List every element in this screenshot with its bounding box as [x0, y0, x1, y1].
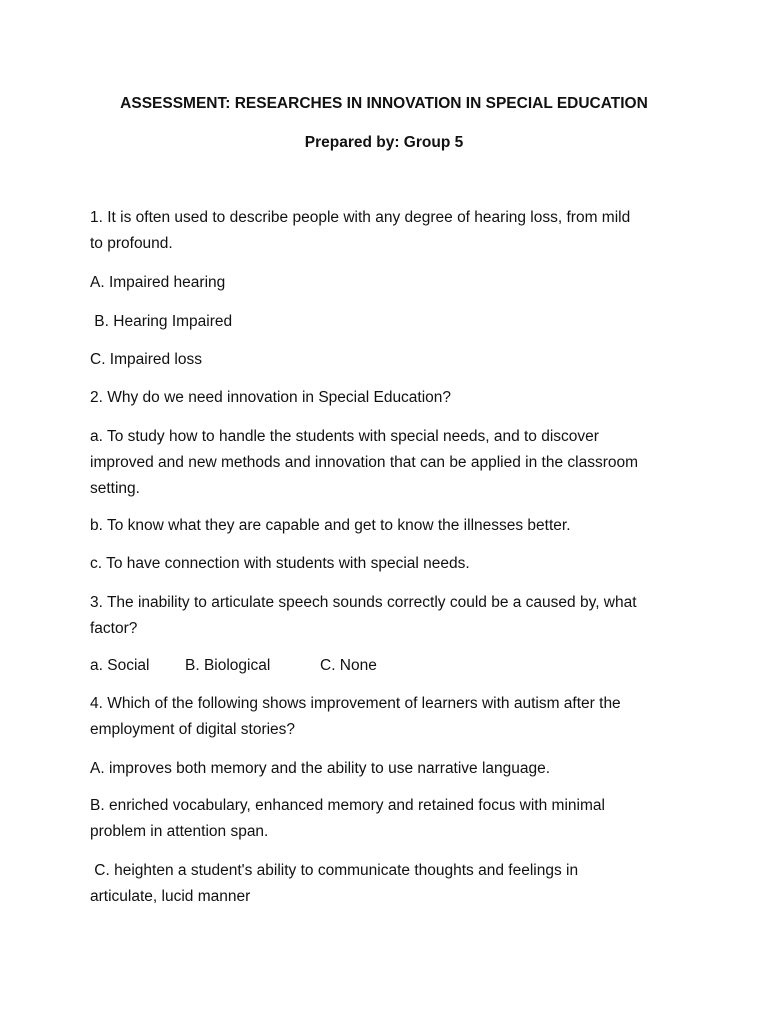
- question-3-line-1: 3. The inability to articulate speech sounds correctly could be a caused by, what: [90, 594, 637, 611]
- question-4-option-a: A. improves both memory and the ability to use narrative language.: [90, 760, 551, 777]
- question-4-option-c-line-2: articulate, lucid manner: [90, 888, 251, 905]
- question-2-option-a: [90, 424, 680, 502]
- document-title: ASSESSMENT: RESEARCHES IN INNOVATION IN SPECIAL EDUCATION: [120, 95, 648, 112]
- question-2-option-a-line-3: setting.: [90, 480, 140, 497]
- question-4-option-b-line-2: problem in attention span.: [90, 823, 269, 840]
- prepared-by: Prepared by: Group 5: [304, 134, 464, 151]
- question-4-option-b: [90, 793, 680, 845]
- question-2: 2. Why do we need innovation in Special Education?: [90, 389, 452, 406]
- question-4-option-c: [90, 858, 680, 910]
- question-3-option-c: C. None: [320, 657, 377, 674]
- question-2-option-a-line-1: a. To study how to handle the students with special needs, and to discover: [90, 428, 599, 445]
- question-1-option-a: A. Impaired hearing: [90, 274, 226, 291]
- question-4-line-2: employment of digital stories?: [90, 721, 296, 738]
- question-3: [90, 590, 680, 642]
- question-1-option-b: B. Hearing Impaired: [90, 313, 233, 330]
- question-4-option-b-line-1: B. enriched vocabulary, enhanced memory and retained focus with minimal: [90, 797, 605, 814]
- question-4-option-c-line-1: C. heighten a student's ability to communicate thoughts and feelings in: [90, 862, 579, 879]
- question-1-line-2: to profound.: [90, 235, 173, 252]
- question-3-option-a: a. Social: [90, 657, 150, 674]
- question-4: [90, 691, 680, 743]
- question-2-option-a-line-2: improved and new methods and innovation that can be applied in the classroom: [90, 454, 639, 471]
- question-1-line-1: 1. It is often used to describe people with any degree of hearing loss, from mild: [90, 209, 631, 226]
- question-3-option-b: B. Biological: [185, 657, 271, 674]
- question-1: [90, 205, 680, 257]
- question-2-option-c: c. To have connection with students with special needs.: [90, 555, 470, 572]
- question-3-line-2: factor?: [90, 620, 138, 637]
- question-3-options: [90, 653, 377, 679]
- question-4-line-1: 4. Which of the following shows improvement of learners with autism after the: [90, 695, 621, 712]
- question-2-option-b: b. To know what they are capable and get to know the illnesses better.: [90, 517, 571, 534]
- question-1-option-c: C. Impaired loss: [90, 351, 202, 368]
